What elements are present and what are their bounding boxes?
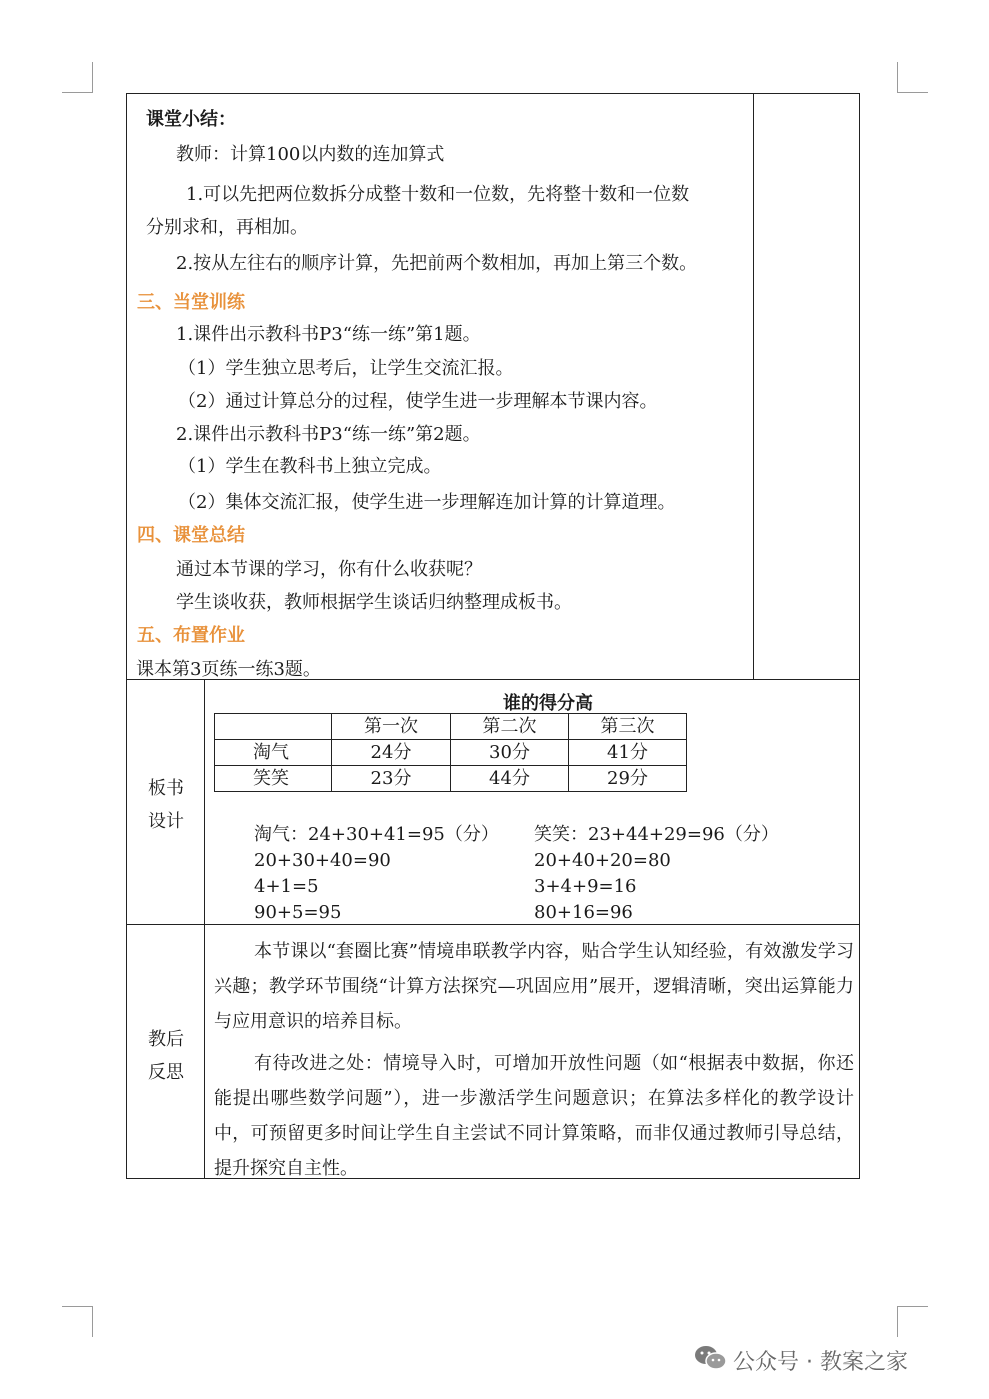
calc-line: 3+4+9=16 <box>534 876 637 897</box>
reflection-label-line-2: 反思 <box>148 1062 184 1083</box>
table-cell: 29分 <box>569 766 687 792</box>
score-table <box>214 713 687 792</box>
reflection-paragraph-1: 本节课以“套圈比赛”情境串联教学内容，贴合学生认知经验，有效激发学习兴趣；教学环节围绕“计算方法探究—巩固应用”展开，逻辑清晰，突出运算能力与应用意识的培养目标。 <box>214 941 854 1032</box>
calc-line: 90+5=95 <box>254 902 342 923</box>
practice-line: （2）通过计算总分的过程，使学生进一步理解本节课内容。 <box>178 391 658 412</box>
table-row <box>215 740 687 766</box>
calc-line: 淘气：24+30+41=95（分） <box>254 824 499 845</box>
homework-heading: 五、布置作业 <box>137 625 245 646</box>
summary-title: 课堂小结： <box>146 109 236 130</box>
homework-line: 课本第3页练一练3题。 <box>136 659 321 680</box>
corner-mark-bottom-left <box>62 1306 93 1337</box>
table-col-divider-label <box>204 679 205 1179</box>
table-cell: 第二次 <box>451 714 569 740</box>
calc-right <box>534 822 779 926</box>
summary-line: 教师：计算100以内数的连加算式 <box>176 144 445 165</box>
table-border-left <box>126 93 127 1179</box>
summary-line: 1.可以先把两位数拆分成整十数和一位数，先将整十数和一位数 <box>186 184 690 205</box>
practice-line: 1.课件出示教科书P3“练一练”第1题。 <box>176 324 481 345</box>
calc-line: 20+30+40=90 <box>254 850 391 871</box>
conclusion-line: 学生谈收获，教师根据学生谈话归纳整理成板书。 <box>176 592 572 613</box>
table-border-right <box>859 93 860 1179</box>
table-cell: 23分 <box>332 766 451 792</box>
table-cell <box>215 714 332 740</box>
table-cell: 41分 <box>569 740 687 766</box>
table-cell: 第三次 <box>569 714 687 740</box>
corner-mark-top-right <box>897 62 928 93</box>
calc-line: 笑笑：23+44+29=96（分） <box>534 824 779 845</box>
watermark-text: 公众号 · 教案之家 <box>733 1350 908 1375</box>
table-cell: 淘气 <box>215 740 332 766</box>
wechat-icon <box>693 1343 727 1373</box>
practice-line: （1）学生独立思考后，让学生交流汇报。 <box>178 358 514 379</box>
corner-mark-top-left <box>62 62 93 93</box>
practice-heading: 三、当堂训练 <box>137 292 245 313</box>
reflection-paragraph-2: 有待改进之处：情境导入时，可增加开放性问题（如“根据表中数据，你还能提出哪些数学问题”），进一步激活学生问题意识；在算法多样化的教学设计中，可预留更多时间让学生自主尝试不同计算策略，而非仅通过教师引导总结，提升探究自主性。 <box>214 1053 854 1179</box>
conclusion-heading: 四、课堂总结 <box>137 525 245 546</box>
calc-line: 20+40+20=80 <box>534 850 671 871</box>
summary-line: 分别求和，再相加。 <box>146 217 308 238</box>
calc-left <box>254 822 499 926</box>
table-cell: 44分 <box>451 766 569 792</box>
table-col-divider-top <box>753 93 754 680</box>
practice-line: （1）学生在教科书上独立完成。 <box>178 456 442 477</box>
table-border-top <box>126 93 860 94</box>
board-label <box>127 772 205 838</box>
table-cell: 24分 <box>332 740 451 766</box>
reflection-label-line-1: 教后 <box>148 1029 184 1050</box>
summary-line: 2.按从左往右的顺序计算，先把前两个数相加，再加上第三个数。 <box>176 253 698 274</box>
calc-line: 80+16=96 <box>534 902 633 923</box>
conclusion-line: 通过本节课的学习，你有什么收获呢？ <box>176 559 482 580</box>
corner-mark-bottom-right <box>897 1306 928 1337</box>
practice-line: （2）集体交流汇报，使学生进一步理解连加计算的计算道理。 <box>178 492 676 513</box>
table-row <box>215 714 687 740</box>
practice-line: 2.课件出示教科书P3“练一练”第2题。 <box>176 424 481 445</box>
calc-line: 4+1=5 <box>254 876 319 897</box>
reflection-label <box>127 1023 205 1089</box>
board-label-line-2: 设计 <box>148 811 184 832</box>
table-cell: 30分 <box>451 740 569 766</box>
table-cell: 笑笑 <box>215 766 332 792</box>
table-row <box>215 766 687 792</box>
table-cell: 第一次 <box>332 714 451 740</box>
board-label-line-1: 板书 <box>148 778 184 799</box>
board-title: 谁的得分高 <box>503 693 593 714</box>
